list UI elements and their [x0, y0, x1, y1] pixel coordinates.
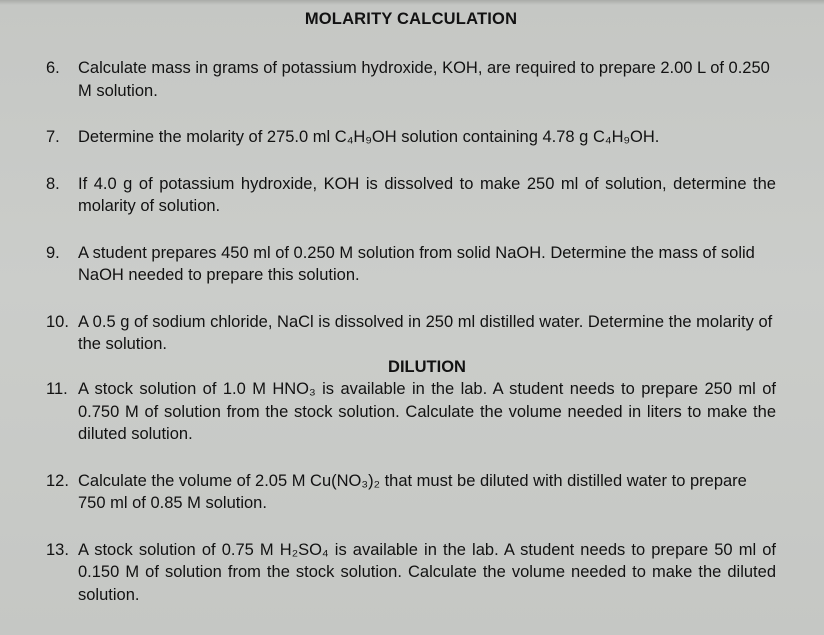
question-item-13: [46, 539, 776, 607]
question-number: 6.: [46, 59, 60, 77]
question-number: 10.: [46, 312, 69, 331]
question-item-12: [46, 470, 776, 515]
question-text: A 0.5 g of sodium chloride, NaCl is dissolved in 250 ml distilled water. Determine the molarity of the solution.: [78, 312, 773, 353]
question-item-11: [46, 378, 776, 446]
question-number: 13.: [46, 540, 69, 559]
question-item-8: [46, 173, 776, 218]
question-text: If 4.0 g of potassium hydroxide, KOH is dissolved to make 250 ml of solution, determine the molarity of solution.: [78, 174, 776, 215]
question-text: Calculate the volume of 2.05 M Cu(NO₃)₂ that must be diluted with distilled water to prepare 750 ml of 0.85 M solution.: [78, 471, 747, 512]
question-text: Determine the molarity of 275.0 ml C₄H₉OH solution containing 4.78 g C₄H₉OH.: [78, 128, 660, 146]
question-text: A stock solution of 1.0 M HNO₃ is available in the lab. A student needs to prepare 250 ml of 0.750 M of solution from the stock solution. Calculate the volume needed in liters to make the diluted solution.: [78, 380, 776, 443]
document-title: MOLARITY CALCULATION: [304, 10, 518, 28]
question-number: 12.: [46, 471, 69, 490]
question-text: A stock solution of 0.75 M H₂SO₄ is available in the lab. A student needs to prepare 50 ml of 0.150 M of solution from the stock solution. Calculate the volume needed to make the diluted solution.: [78, 540, 776, 604]
question-text: Calculate mass in grams of potassium hydroxide, KOH, are required to prepare 2.00 L of 0.250 M solution.: [78, 59, 770, 100]
question-item-10: [46, 311, 776, 356]
question-text: A student prepares 450 ml of 0.250 M solution from solid NaOH. Determine the mass of solid NaOH needed to prepare this solution.: [78, 243, 755, 284]
question-number: 11.: [46, 380, 68, 398]
question-item-6: [46, 57, 776, 102]
question-item-9: [46, 242, 776, 287]
question-item-7: [46, 126, 776, 149]
question-number: 9.: [46, 243, 60, 262]
question-number: 8.: [46, 174, 60, 193]
question-number: 7.: [46, 128, 60, 146]
section-title-dilution: DILUTION: [388, 357, 466, 376]
